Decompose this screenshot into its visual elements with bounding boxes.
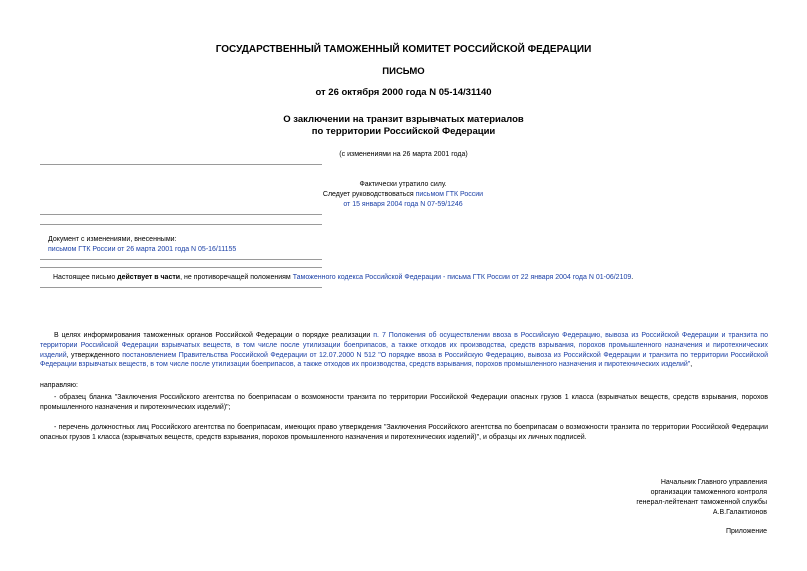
status-box — [300, 180, 506, 210]
divider — [40, 224, 322, 225]
divider — [40, 164, 322, 165]
divider — [40, 214, 322, 215]
signature-line1: Начальник Главного управления — [660, 479, 767, 486]
amended-by-label: Документ с изменениями, внесенными: — [48, 236, 177, 243]
signature-line2: организации таможенного контроля — [650, 489, 767, 496]
body-item-1: - образец бланка "Заключения Российского агентства по боеприпасам о возможности транзита по территории Российской Федерации опасных грузов 1 класса (взрывчатых веществ, средств взрывания, порохов промышленного назначения и пиротехнических изделий)"; — [40, 394, 768, 411]
document-title — [0, 114, 807, 138]
signature-line3: генерал-лейтенант таможенной службы — [636, 499, 767, 506]
body-item-2: - перечень должностных лиц Российского агентства по боеприпасам, имеющих право утверждения "Заключения Российского агентства по боеприпасам о возможности транзита по территории Российской Федерации опасных грузов 1 класса (взрывчатых веществ, средств взрывания, порохов промышленного назначения и пиротехнических изделий)", и образцы их личных подписей. — [40, 424, 768, 441]
signature-name: А.В.Галактионов — [712, 509, 767, 516]
divider — [40, 287, 322, 288]
document-title-line2: по территории Российской Федерации — [311, 126, 496, 137]
government-decree-link[interactable]: постановлением Правительства Российской Федерации от 12.07.2000 N 512 "О порядке ввоза в Российскую Федерацию, вывоза из Российской Федерации и транзита по территории Российской Федерации взрывчатых веществ, в том числе после утилизации боеприпасов, а также отходов их производства, средств взрывания, порохов промышленного назначения и пиротехнических изделий" — [40, 351, 768, 369]
signature-block — [636, 478, 767, 518]
document-date-number: от 26 октября 2000 года N 05-14/31140 — [315, 87, 492, 98]
document-title-line1: О заключении на транзит взрывчатых материалов — [283, 114, 524, 125]
status-line1: Фактически утратило силу. — [359, 181, 447, 188]
document-type: ПИСЬМО — [382, 66, 425, 77]
in-force-note: Настоящее письмо действует в части, не противоречащей положениям Таможенного кодекса Российской Федерации - письма ГТК России от 22 января 2004 года N 01-06/2109. — [53, 274, 634, 281]
agency-heading: ГОСУДАРСТВЕННЫЙ ТАМОЖЕННЫЙ КОМИТЕТ РОССИЙСКОЙ ФЕДЕРАЦИИ — [215, 44, 592, 55]
divider — [40, 259, 322, 260]
amended-by-block — [48, 235, 348, 255]
regulation-link[interactable]: п. 7 Положения об осуществлении ввоза в Российскую Федерацию, вывоза из Российской Федерации и транзита по территории Российской Федерации взрывчатых веществ, в том числе после утилизации боеприпасов, а также отходов их производства, средств взрывания, порохов промышленного назначения и пиротехнических изделий — [40, 332, 768, 359]
replacement-letter-date-link[interactable]: от 15 января 2004 года N 07-59/1246 — [343, 201, 463, 208]
body-paragraph-1: В целях информирования таможенных органов Российской Федерации о порядке реализации п. 7 Положения об осуществлении ввоза в Российскую Федерацию, вывоза из Российской Федерации и транзита по территории Российской Федерации взрывчатых веществ, в том числе после утилизации боеприпасов, а также отходов их производства, средств взрывания, порохов промышленного назначения и пиротехнических изделий, утвержденного постановлением Правительства Российской Федерации от 12.07.2000 N 512 "О порядке ввоза в Российскую Федерацию, вывоза из Российской Федерации и транзита по территории Российской Федерации взрывчатых веществ, в том числе после утилизации боеприпасов, а также отходов их производства, средств взрывания, порохов промышленного назначения и пиротехнических изделий", — [40, 332, 768, 369]
divider — [40, 267, 322, 268]
customs-code-link[interactable]: Таможенного кодекса Российской Федерации - письма ГТК России от 22 января 2004 года N 01-06/2109 — [292, 274, 632, 281]
status-line2: Следует руководствоваться письмом ГТК России — [322, 191, 484, 198]
appendix-label: Приложение — [725, 528, 767, 535]
changes-note: (с изменениями на 26 марта 2001 года) — [339, 151, 468, 158]
body-direct: направляю: — [40, 382, 78, 389]
amending-letter-link[interactable]: письмом ГТК России от 26 марта 2001 года N 05-16/11155 — [48, 246, 237, 253]
replacement-letter-link[interactable]: письмом ГТК России — [415, 191, 484, 198]
